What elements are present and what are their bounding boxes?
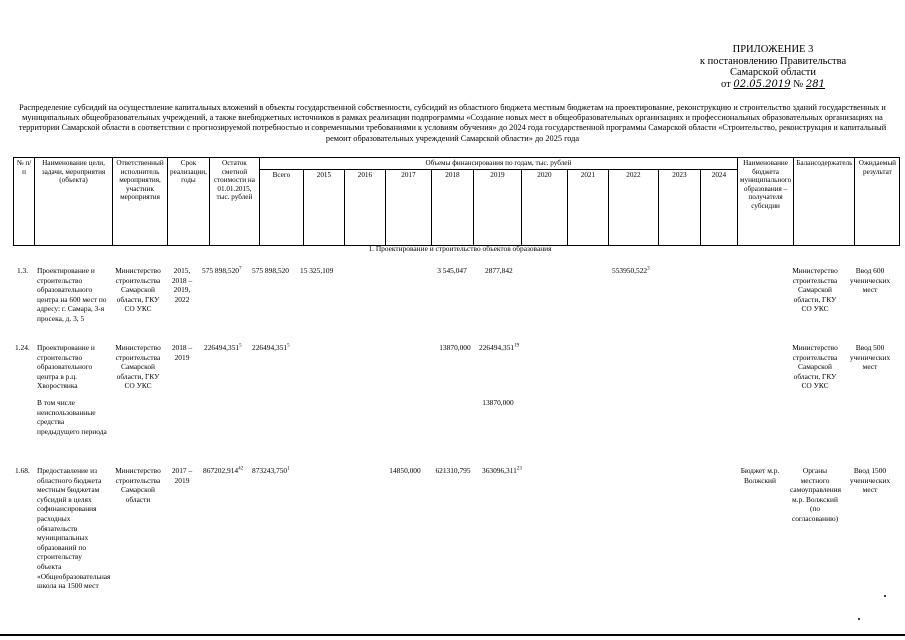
row-responsible: Министерство строительства Самарской области, ГКУ СО УКС	[115, 266, 161, 314]
row-holder: Органы местного самоуправления м.р. Волжский (по согласованию)	[790, 466, 842, 523]
row-2022: 553950,522$^3$	[612, 266, 650, 275]
header-year-2022: 2022	[608, 169, 658, 245]
header-total: Всего	[259, 169, 303, 245]
row-2015: 15 325,109	[300, 266, 334, 275]
row-term: 2017 – 2019	[171, 466, 193, 485]
row-num: 1.3.	[17, 266, 29, 275]
row-term: 2018 – 2019	[171, 343, 193, 362]
row-num: 1.24.	[15, 343, 30, 352]
row-remainder: 575 898,520$^7$	[202, 266, 242, 275]
row-result: Ввод 1500 ученических мест	[849, 466, 891, 495]
header-year-2016: 2016	[344, 169, 385, 245]
header-num: № п/п	[14, 158, 35, 246]
row-responsible: Министерство строительства Самарской области	[115, 466, 161, 504]
header-year-2020: 2020	[521, 169, 567, 245]
financing-table-header	[13, 157, 900, 246]
row-name: Предоставление из областного бюджета местным бюджетам субсидий в целях софинансирования расходных обязательств муниципальных образований по строительству объекта «Общеобразовательная школа на 1500 мест	[37, 466, 111, 591]
row-num: 1.68.	[15, 466, 30, 475]
row-2019: 2877,842	[485, 266, 513, 275]
appendix-title: ПРИЛОЖЕНИЕ 3	[732, 44, 814, 55]
row-responsible: Министерство строительства Самарской области, ГКУ СО УКС	[115, 343, 161, 391]
header-year-2019: 2019	[473, 169, 521, 245]
appendix-subtitle: к постановлению Правительства	[699, 55, 847, 67]
section-title: 1. Проектирование и строительство объектов образования	[368, 244, 552, 253]
header-year-2017: 2017	[385, 169, 431, 245]
header-name: Наименование цели, задачи, мероприятия (объекта)	[35, 158, 113, 246]
row-total: 873243,750$^1$	[252, 466, 290, 475]
row-remainder: 226494,351$^5$	[204, 343, 242, 352]
header-year-2023: 2023	[658, 169, 700, 245]
header-year-2021: 2021	[567, 169, 608, 245]
row-total: 226494,351$^5$	[252, 343, 290, 352]
appendix-date-line	[673, 79, 873, 91]
row-2019: 226494,351$^{19}$	[479, 343, 520, 352]
row-sub-name: В том числе неиспользованные средства предыдущего периода	[37, 398, 107, 436]
row-holder: Министерство строительства Самарской области, ГКУ СО УКС	[792, 343, 838, 391]
appendix-number: 281	[805, 78, 825, 90]
page-bottom-rule	[0, 634, 905, 636]
header-year-2015: 2015	[303, 169, 344, 245]
row-remainder: 867202,914$^{42}$	[203, 466, 244, 475]
header-term: Срок реализации, годы	[168, 158, 210, 246]
appendix-date: 02.05.2019	[733, 78, 791, 90]
row-result: Ввод 500 ученических мест	[849, 343, 891, 372]
date-prefix: от	[721, 78, 731, 90]
header-remainder: Остаток сметной стоимости на 01.01.2015, тыс. рублей	[209, 158, 259, 246]
row-term: 2015, 2018 – 2019, 2022	[171, 266, 193, 304]
header-recipient: Наименование бюджета муниципального образования – получателя субсидии	[737, 158, 793, 246]
row-total: 575 898,520	[252, 266, 289, 275]
row-2018: 13870,000	[439, 343, 471, 352]
row-2017: 14850,000	[389, 466, 421, 475]
row-holder: Министерство строительства Самарской области, ГКУ СО УКС	[792, 266, 838, 314]
scan-speck	[858, 618, 860, 620]
row-name: Проектирование и строительство образовательного центра в р.ц. Хворостянка	[37, 343, 95, 391]
row-2018: 3 545,047	[437, 266, 467, 275]
document-heading: Распределение субсидий на осуществление капитальных вложений в объекты государственной собственности, субсидий из областного бюджета местным бюджетам на проектирование, реконструкцию и строительство зданий государственных и муниципальных общеобразовательных учреждений, а также внебюджетных источников в рамках реализации подпрограммы «Создание новых мест в общеобразовательных организациях и профессиональных образовательных организациях на территории Самарской области в соответствии с прогнозируемой потребностью и современными требованиями к условиям обучения» до 2024 года государственной программы Самарской области «Строительство, реконструкция и капитальный ремонт образовательных учреждений Самарской области» до 2025 года	[18, 103, 887, 143]
header-year-2024: 2024	[700, 169, 737, 245]
row-name: Проектирование и строительство образовательного центра на 600 мест по адресу: г. Самара, 3-я просека, д. 3, 5	[37, 266, 107, 323]
appendix-block	[673, 44, 873, 90]
header-holder: Балансодержатель	[794, 158, 855, 246]
row-recipient: Бюджет м.р. Волжский	[740, 466, 780, 485]
scan-speck	[884, 595, 886, 597]
number-prefix: №	[793, 78, 804, 90]
header-financing: Объемы финансирования по годам, тыс. рублей	[259, 158, 737, 170]
header-year-2018: 2018	[431, 169, 473, 245]
row-result: Ввод 600 ученических мест	[849, 266, 891, 295]
header-result: Ожидаемый результат	[855, 158, 900, 246]
row-2019: 363096,311$^{23}$	[482, 466, 522, 475]
row-sub-2019: 13870,000	[482, 398, 514, 407]
row-2018: 621310,795	[435, 466, 471, 475]
appendix-region: Самарской области	[730, 67, 816, 78]
header-responsible: Ответственный исполнитель мероприятия, участник мероприятия	[113, 158, 168, 246]
